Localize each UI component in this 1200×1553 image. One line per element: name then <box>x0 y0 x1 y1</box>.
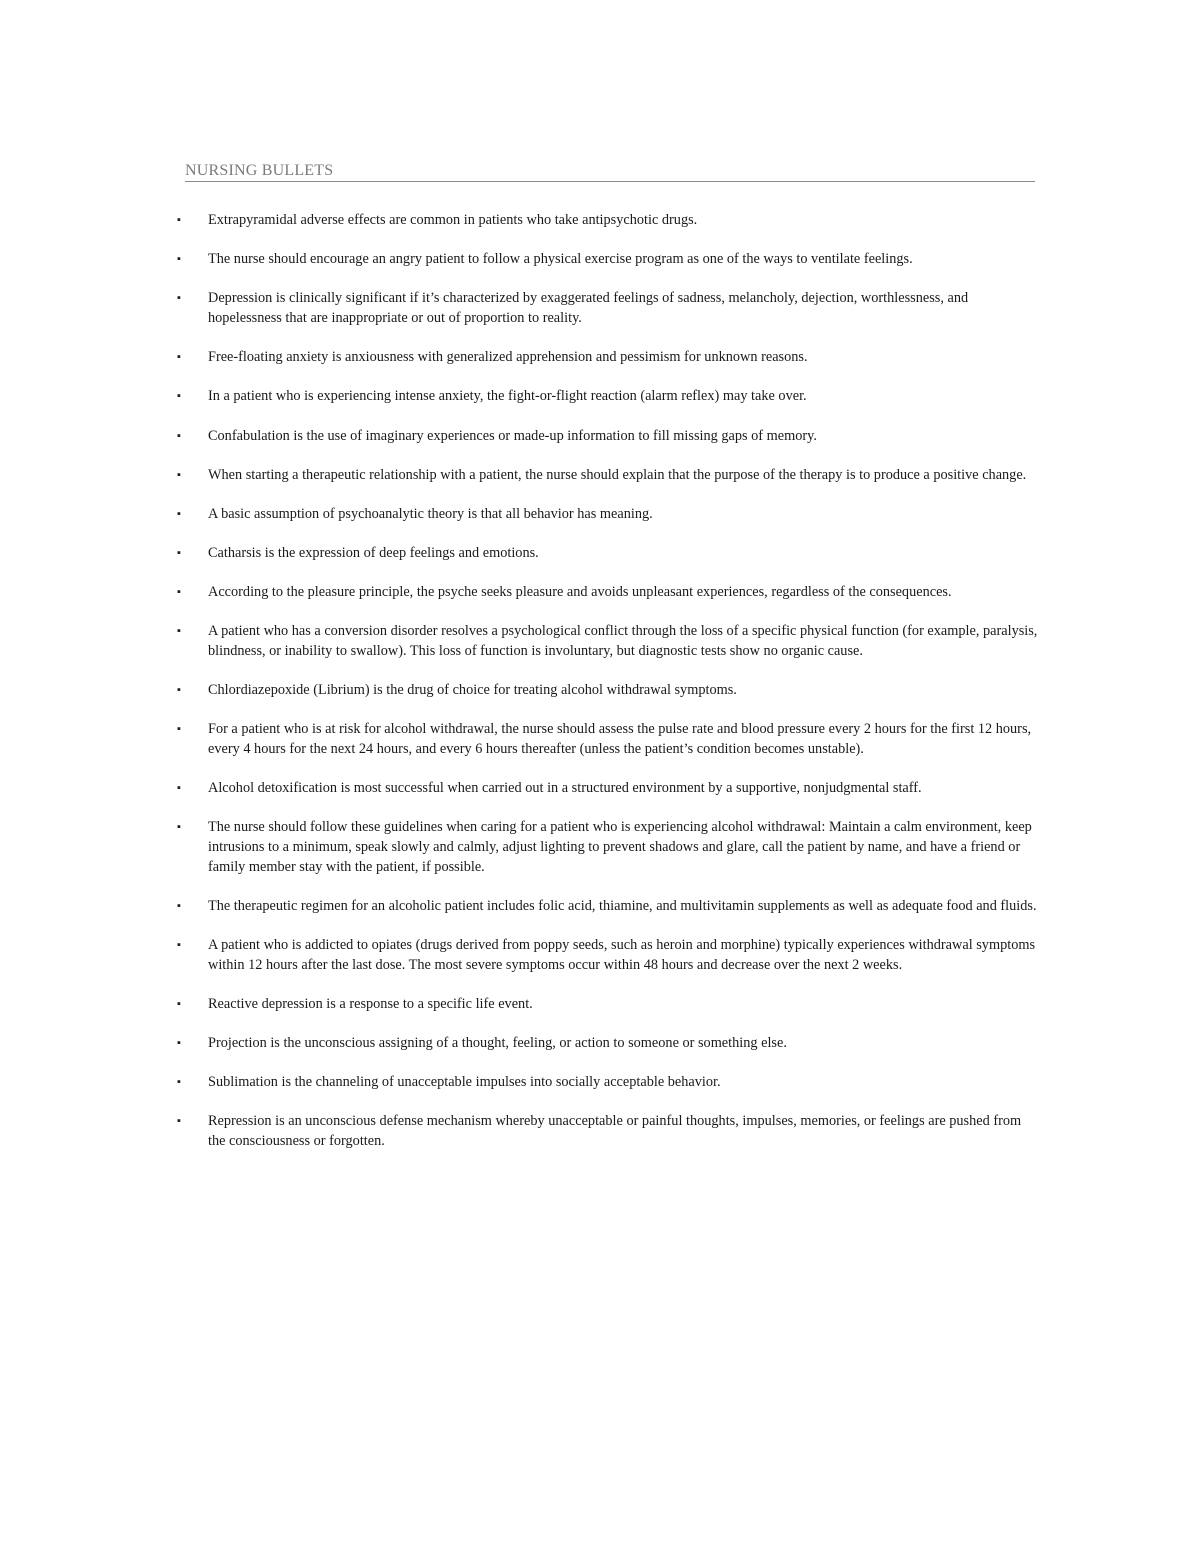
bullet-marker: ▪ <box>177 938 181 951</box>
bullet-text: The nurse should follow these guidelines when caring for a patient who is experiencing alcohol withdrawal: Maintain a calm environment, keep intrusions to a minimum, speak slowly and calmly, adjust lighting to prevent shadows and glare, call the patient by name, and have a friend or family member stay with the patient, if possible. <box>208 819 1032 875</box>
bullet-text: Chlordiazepoxide (Librium) is the drug of choice for treating alcohol withdrawal symptoms. <box>208 682 737 699</box>
bullet-marker: ▪ <box>177 625 181 638</box>
list-item <box>175 1034 1040 1054</box>
list-item <box>175 1112 1040 1151</box>
list-item <box>175 622 1040 661</box>
list-item <box>175 250 1040 270</box>
page-title: NURSING BULLETS <box>185 162 334 179</box>
list-item <box>175 818 1040 877</box>
bullet-marker: ▪ <box>177 1076 181 1089</box>
list-item <box>175 779 1040 799</box>
bullet-marker: ▪ <box>177 821 181 834</box>
bullet-text: In a patient who is experiencing intense anxiety, the fight-or-flight reaction (alarm reflex) may take over. <box>208 388 807 405</box>
bullet-marker: ▪ <box>177 429 181 442</box>
list-item <box>175 897 1040 917</box>
bullet-marker: ▪ <box>177 253 181 266</box>
bullet-text: Projection is the unconscious assigning of a thought, feeling, or action to someone or something else. <box>208 1034 787 1051</box>
bullet-text: A basic assumption of psychoanalytic theory is that all behavior has meaning. <box>208 505 653 522</box>
bullet-marker: ▪ <box>177 547 181 560</box>
bullet-marker: ▪ <box>177 507 181 520</box>
bullet-text: The therapeutic regimen for an alcoholic patient includes folic acid, thiamine, and multivitamin supplements as well as adequate food and fluids. <box>208 897 1037 914</box>
bullet-marker: ▪ <box>177 1036 181 1049</box>
bullet-marker: ▪ <box>177 782 181 795</box>
bullet-marker: ▪ <box>177 899 181 912</box>
list-item <box>175 387 1040 407</box>
bullet-text: The nurse should encourage an angry patient to follow a physical exercise program as one of the ways to ventilate feelings. <box>208 251 913 268</box>
list-item <box>175 936 1040 975</box>
bullet-marker: ▪ <box>177 684 181 697</box>
list-item <box>175 995 1040 1015</box>
bullet-text: Extrapyramidal adverse effects are common in patients who take antipsychotic drugs. <box>208 212 698 228</box>
bullet-marker: ▪ <box>177 586 181 599</box>
bullet-marker: ▪ <box>177 390 181 403</box>
list-item <box>175 466 1040 486</box>
bullet-list <box>175 211 1040 1171</box>
bullet-marker: ▪ <box>177 351 181 364</box>
bullet-text: Free-floating anxiety is anxiousness with generalized apprehension and pessimism for unknown reasons. <box>208 349 808 366</box>
bullet-text: A patient who has a conversion disorder resolves a psychological conflict through the loss of a specific physical function (for example, paralysis, blindness, or inability to swallow). This loss of function is involuntary, but diagnostic tests show no organic cause. <box>208 623 1038 660</box>
list-item <box>175 505 1040 525</box>
list-item <box>175 681 1040 701</box>
list-item <box>175 427 1040 447</box>
bullet-text: Reactive depression is a response to a specific life event. <box>208 995 533 1012</box>
list-item <box>175 211 1040 231</box>
bullet-marker: ▪ <box>177 723 181 736</box>
list-item <box>175 289 1040 328</box>
list-item <box>175 583 1040 603</box>
bullet-text: Alcohol detoxification is most successful when carried out in a structured environment by a supportive, nonjudgmental staff. <box>208 780 922 797</box>
page-header <box>185 160 1035 182</box>
bullet-text: According to the pleasure principle, the psyche seeks pleasure and avoids unpleasant experiences, regardless of the consequences. <box>208 584 952 601</box>
bullet-text: Sublimation is the channeling of unacceptable impulses into socially acceptable behavior. <box>208 1074 721 1091</box>
bullet-marker: ▪ <box>177 292 181 305</box>
bullet-marker: ▪ <box>177 214 181 226</box>
bullet-text: For a patient who is at risk for alcohol withdrawal, the nurse should assess the pulse rate and blood pressure every 2 hours for the first 12 hours, every 4 hours for the next 24 hours, and every 6 hours thereafter (unless the patient’s condition becomes unstable). <box>208 721 1032 758</box>
bullet-marker: ▪ <box>177 468 181 481</box>
list-item <box>175 720 1040 759</box>
bullet-text: Repression is an unconscious defense mechanism whereby unacceptable or painful thoughts, impulses, memories, or feelings are pushed from the consciousness or forgotten. <box>208 1113 1022 1149</box>
bullet-text: Catharsis is the expression of deep feelings and emotions. <box>208 545 539 562</box>
bullet-text: Confabulation is the use of imaginary experiences or made-up information to fill missing gaps of memory. <box>208 427 817 444</box>
bullet-text: A patient who is addicted to opiates (drugs derived from poppy seeds, such as heroin and morphine) typically experiences withdrawal symptoms within 12 hours after the last dose. The most severe symptoms occur within 48 hours and decrease over the next 2 weeks. <box>208 936 1036 973</box>
list-item <box>175 544 1040 564</box>
bullet-text: Depression is clinically significant if it’s characterized by exaggerated feelings of sadness, melancholy, dejection, worthlessness, and hopelessness that are inappropriate or out of proportion to reality. <box>208 290 969 326</box>
bullet-text: When starting a therapeutic relationship with a patient, the nurse should explain that the purpose of the therapy is to produce a positive change. <box>208 466 1027 483</box>
bullet-marker: ▪ <box>177 1115 181 1128</box>
bullet-marker: ▪ <box>177 997 181 1010</box>
list-item <box>175 348 1040 368</box>
list-item <box>175 1073 1040 1093</box>
